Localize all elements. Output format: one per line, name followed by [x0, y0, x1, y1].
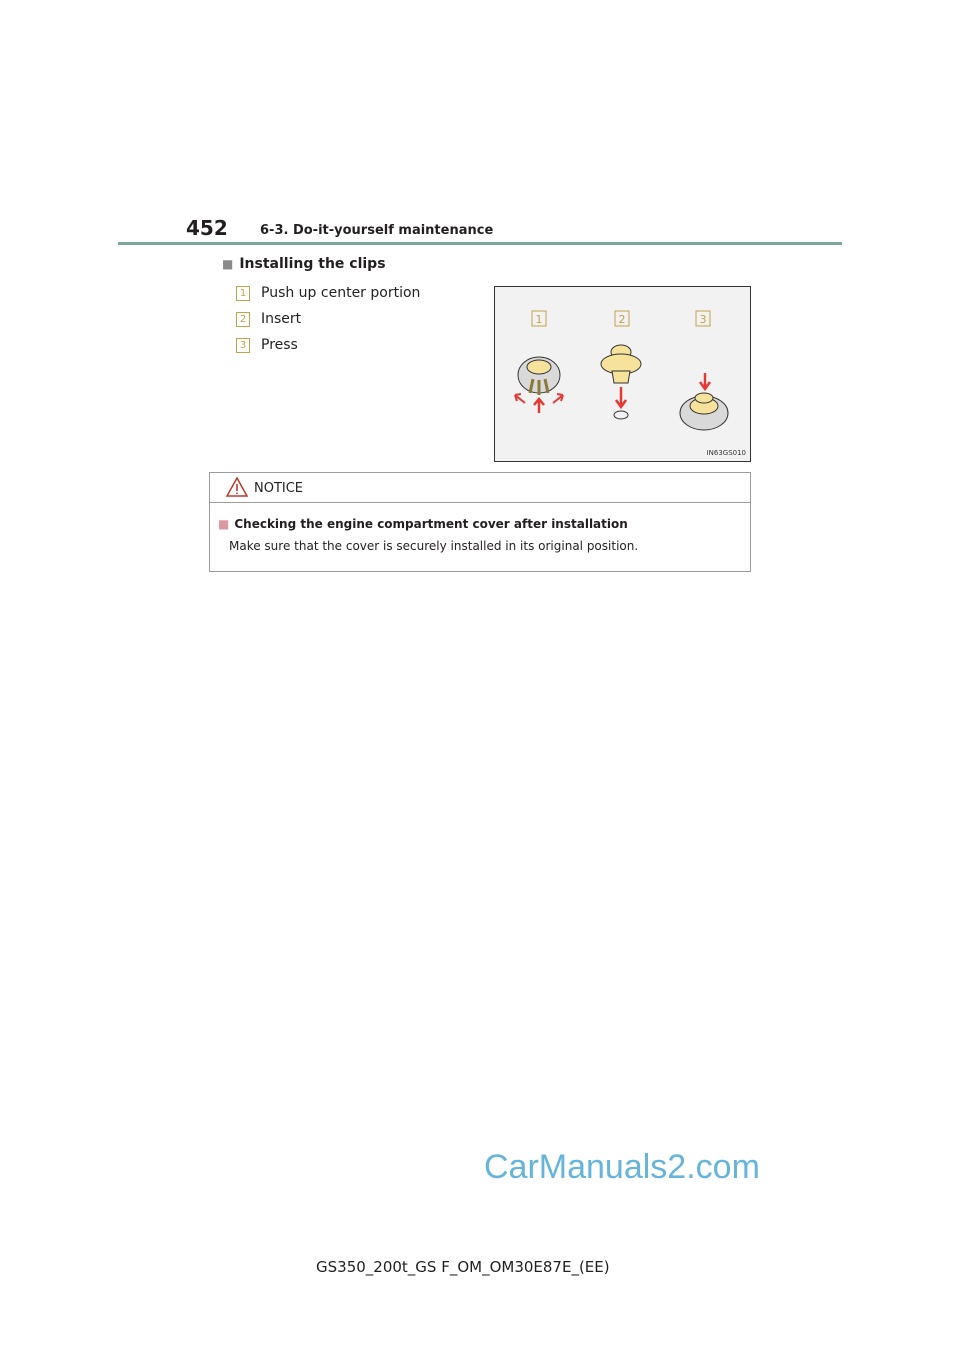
figure-code: IN63GS010: [706, 449, 746, 457]
page-number: 452: [186, 216, 228, 240]
step-number: 3: [236, 338, 250, 353]
watermark-logo: CarManuals2.com: [484, 1148, 760, 1186]
subheading: [222, 256, 386, 272]
header-divider: [118, 242, 842, 245]
step-item: [236, 311, 301, 327]
notice-header: [210, 473, 750, 503]
step-text: Press: [261, 337, 298, 353]
step-text: Push up center portion: [261, 285, 421, 301]
step-item: [236, 337, 298, 353]
square-bullet-icon: ■: [218, 517, 230, 531]
step-number: 1: [236, 286, 250, 301]
clip-insert-illustration: [601, 345, 641, 419]
step-item: [236, 285, 420, 301]
footer-code: GS350_200t_GS F_OM_OM30E87E_(EE): [316, 1258, 610, 1276]
notice-title: [218, 517, 628, 531]
notice-body: Make sure that the cover is securely installed in its original position.: [229, 539, 639, 553]
figure-step-label: 1: [535, 313, 543, 326]
step-text: Insert: [261, 311, 302, 327]
notice-box: [209, 472, 751, 572]
clip-press-illustration: [680, 373, 728, 430]
square-bullet-icon: ■: [222, 257, 234, 271]
notice-label: NOTICE: [254, 481, 304, 496]
step-number: 2: [236, 312, 250, 327]
notice-title-text: Checking the engine compartment cover after installation: [234, 517, 628, 531]
warning-icon: [226, 477, 248, 497]
figure-step-label: 2: [618, 313, 626, 326]
clip-installation-figure: [494, 286, 751, 462]
subheading-text: Installing the clips: [239, 256, 386, 272]
figure-step-label: 3: [699, 313, 707, 326]
clip-push-up-illustration: [515, 357, 563, 413]
section-title: 6-3. Do-it-yourself maintenance: [260, 223, 494, 238]
